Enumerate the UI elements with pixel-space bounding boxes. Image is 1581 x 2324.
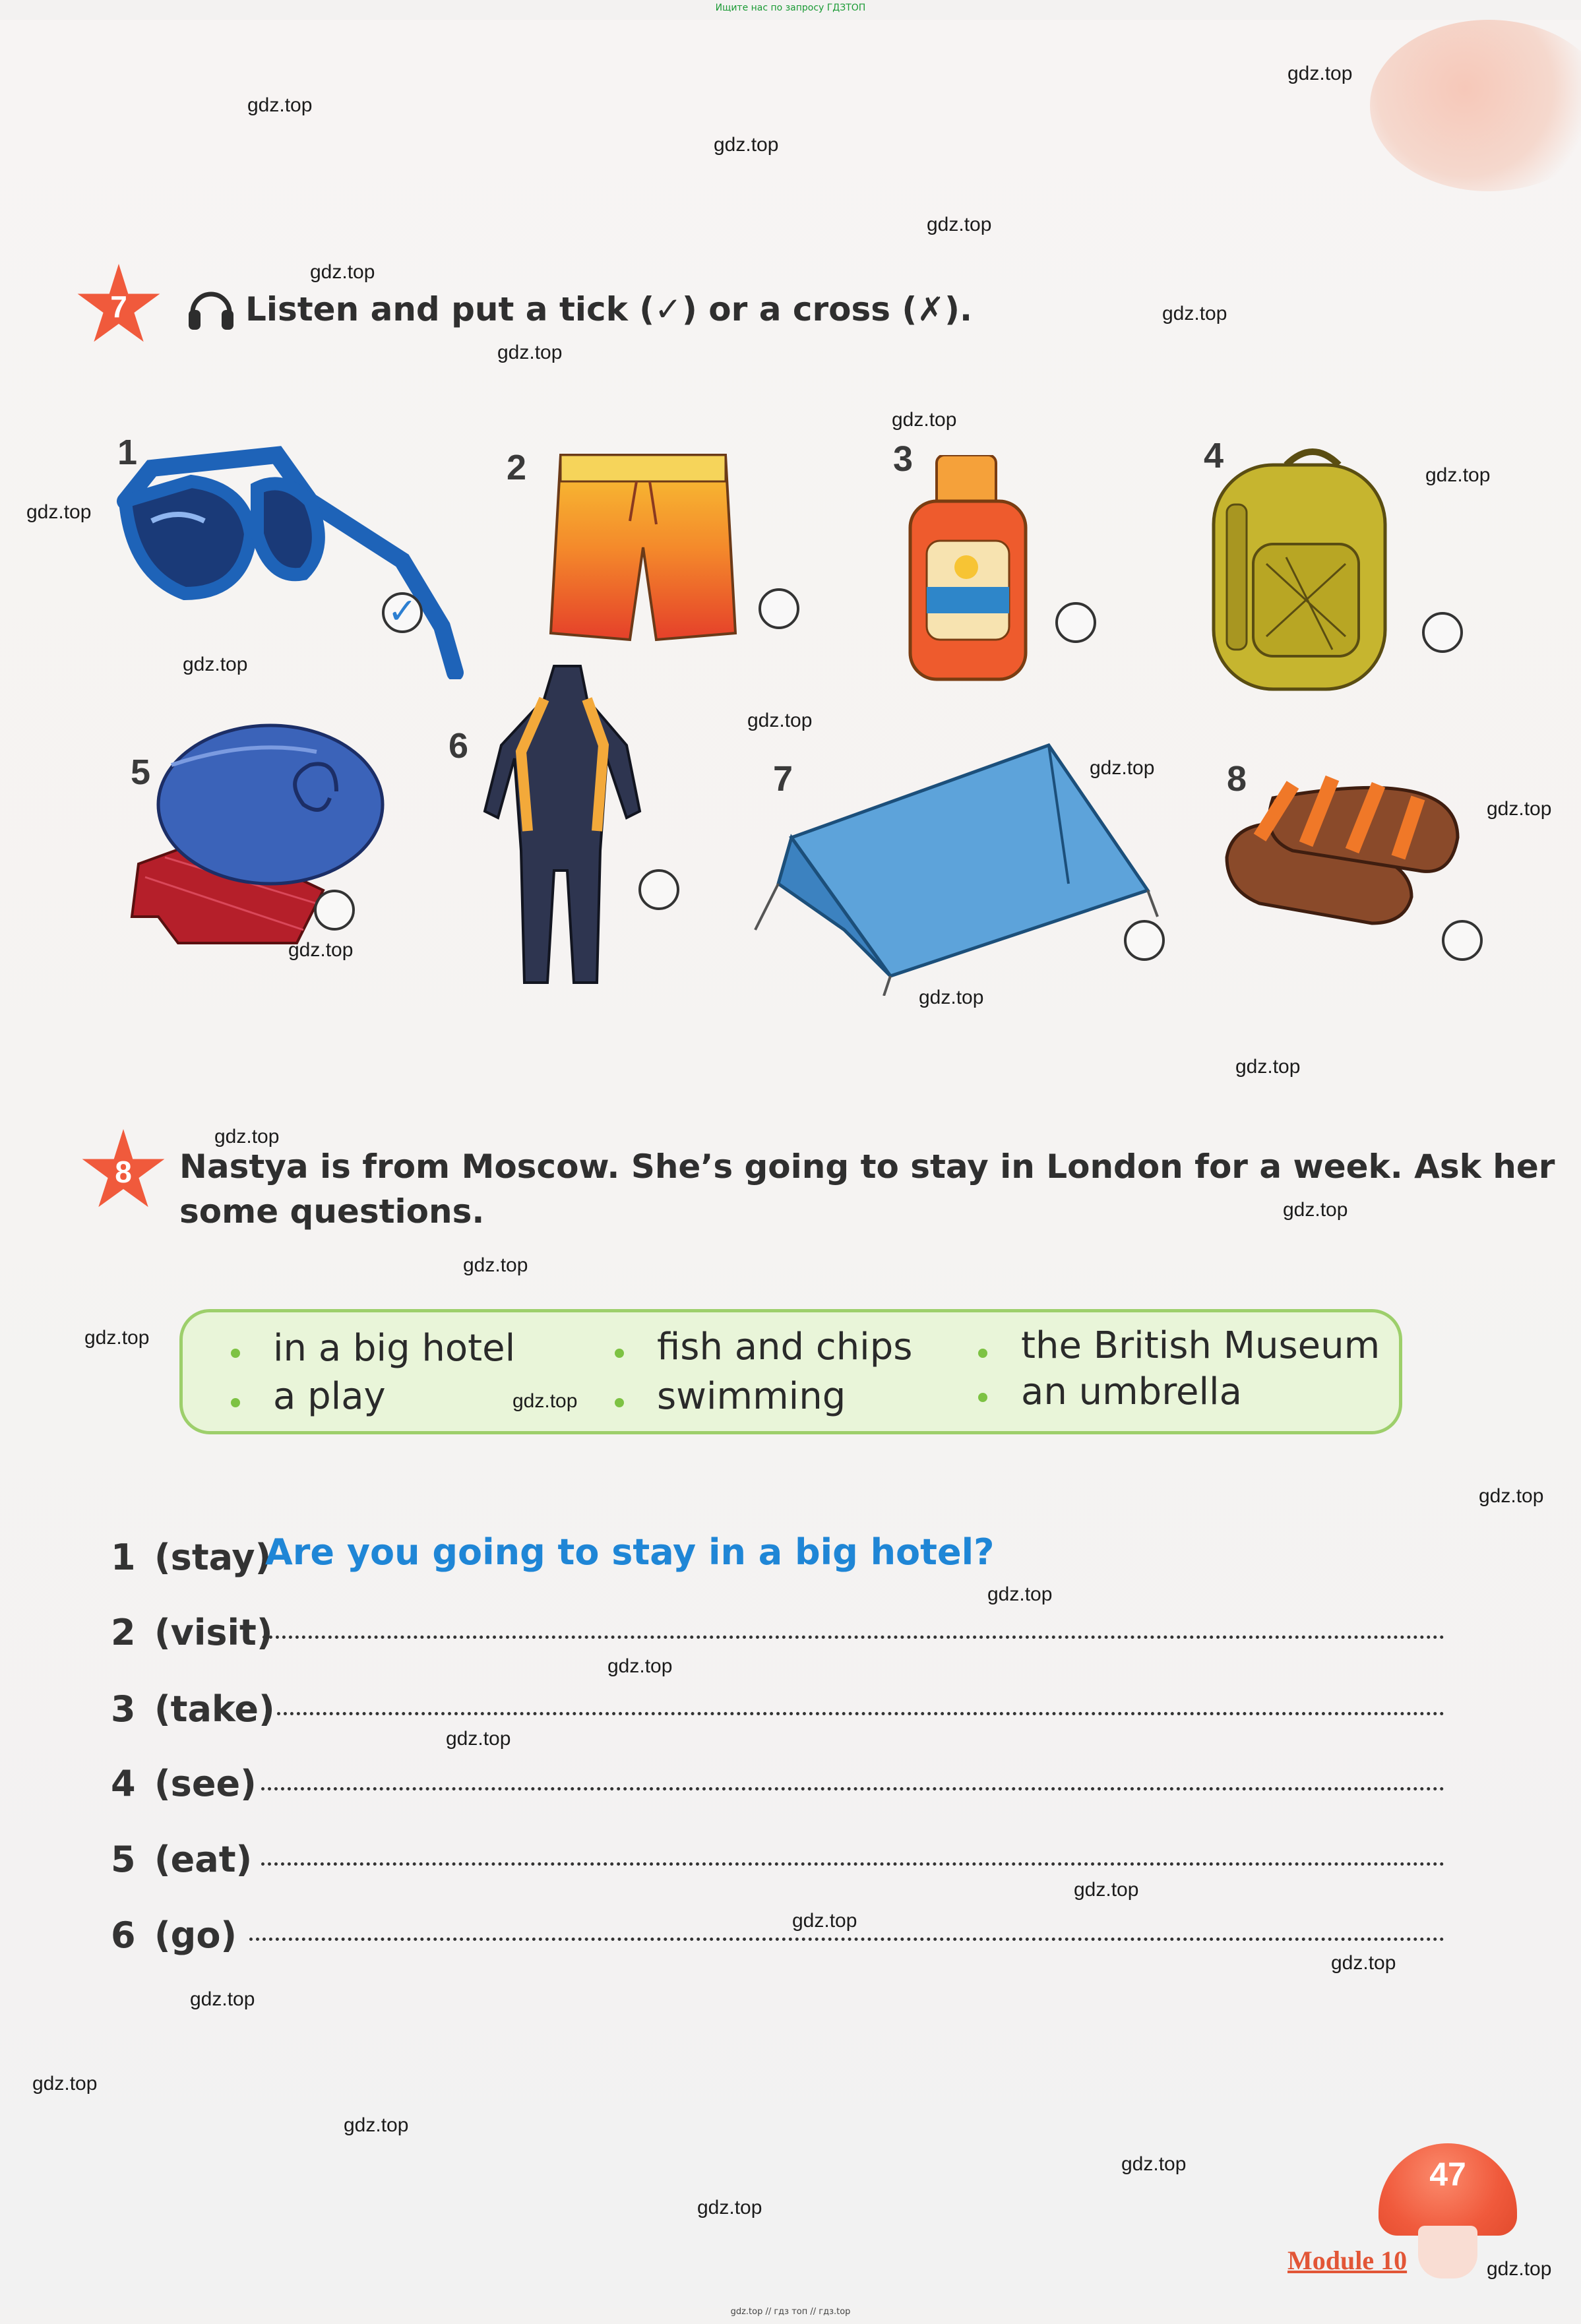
watermark: gdz.top (747, 710, 813, 731)
watermark: gdz.top (214, 1126, 280, 1147)
watermark: gdz.top (1162, 303, 1227, 324)
mushroom-stem (1418, 2226, 1477, 2278)
watermark: gdz.top (1425, 464, 1491, 486)
item-4-number: 4 (1204, 436, 1224, 475)
item-6-number: 6 (449, 726, 469, 766)
watermark: gdz.top (463, 1254, 528, 1276)
exercise-7-number: 7 (110, 290, 127, 324)
watermark: gdz.top (792, 1910, 857, 1932)
question-3-verb: (take) (154, 1688, 275, 1730)
question-6-answer-line[interactable] (249, 1938, 1444, 1941)
word-box-item: fish and chips (657, 1326, 913, 1368)
item-3-number: 3 (893, 439, 914, 479)
question-4-answer-line[interactable] (261, 1787, 1444, 1790)
question-5-verb: (eat) (154, 1839, 253, 1880)
watermark: gdz.top (1287, 63, 1353, 84)
sunglasses-icon (112, 442, 468, 679)
watermark: gdz.top (288, 939, 354, 961)
bottom-note: gdz.top // гдз топ // гдз.top (730, 2307, 851, 2317)
backpack-icon (1187, 439, 1405, 702)
watermark: gdz.top (1331, 1952, 1396, 1974)
item-5-answer-circle[interactable] (314, 890, 355, 931)
question-5-number: 5 (111, 1839, 136, 1880)
question-2-answer-line[interactable] (263, 1636, 1444, 1639)
bullet-icon (978, 1349, 987, 1358)
question-1-number: 1 (111, 1537, 136, 1578)
watermark: gdz.top (1090, 757, 1155, 779)
item-7-answer-circle[interactable] (1124, 920, 1165, 961)
question-3-number: 3 (111, 1688, 136, 1730)
headphones-icon (186, 284, 236, 334)
suncream-icon (904, 455, 1036, 686)
watermark: gdz.top (310, 261, 375, 283)
word-box-item: in a big hotel (273, 1327, 516, 1370)
question-2-number: 2 (111, 1612, 136, 1653)
watermark: gdz.top (892, 409, 957, 431)
bullet-icon (615, 1398, 624, 1407)
watermark: gdz.top (1487, 798, 1552, 820)
watermark: gdz.top (697, 2197, 762, 2218)
watermark: gdz.top (84, 1327, 150, 1349)
item-2-number: 2 (507, 448, 527, 487)
bullet-icon (978, 1393, 987, 1402)
watermark: gdz.top (1235, 1056, 1301, 1078)
question-1-verb: (stay) (154, 1537, 272, 1578)
watermark: gdz.top (714, 134, 779, 156)
word-box-item: swimming (657, 1375, 846, 1418)
watermark: gdz.top (987, 1583, 1053, 1605)
item-7-number: 7 (773, 759, 793, 799)
item-1-number: 1 (117, 433, 138, 472)
exercise-7-instruction: Listen and put a tick (✓) or a cross (✗). (245, 290, 973, 328)
bullet-icon (615, 1349, 624, 1358)
question-2-verb: (visit) (154, 1612, 273, 1653)
question-3-answer-line[interactable] (277, 1712, 1444, 1715)
item-5-number: 5 (131, 752, 151, 792)
module-label: Module 10 (1287, 2246, 1408, 2275)
page-number: 47 (1429, 2156, 1466, 2193)
watermark: gdz.top (497, 342, 563, 363)
bullet-icon (231, 1398, 240, 1407)
watermark: gdz.top (919, 987, 984, 1008)
sandals-icon (1220, 758, 1471, 936)
tick-mark: ✓ (387, 590, 418, 632)
item-8-number: 8 (1227, 759, 1247, 799)
word-box-item: an umbrella (1021, 1370, 1242, 1413)
question-6-number: 6 (111, 1914, 136, 1956)
question-5-answer-line[interactable] (261, 1862, 1444, 1866)
question-6-verb: (go) (154, 1914, 237, 1956)
watermark: gdz.top (446, 1728, 511, 1750)
watermark: gdz.top (344, 2114, 409, 2136)
watermark: gdz.top (927, 214, 992, 235)
watermark: gdz.top (32, 2073, 98, 2095)
wetsuit-icon (481, 659, 646, 989)
item-2-answer-circle[interactable] (759, 588, 799, 629)
question-1-answer: Are you going to stay in a big hotel? (265, 1531, 995, 1573)
question-4-verb: (see) (154, 1763, 257, 1804)
sleeping-bag-icon (119, 706, 396, 956)
watermark: gdz.top (190, 1988, 255, 2010)
watermark: gdz.top (1074, 1879, 1139, 1901)
watermark: gdz.top (247, 94, 313, 116)
word-box-item: the British Museum (1021, 1324, 1380, 1367)
item-8-answer-circle[interactable] (1442, 920, 1483, 961)
exercise-8-number: 8 (115, 1155, 132, 1189)
item-6-answer-circle[interactable] (638, 869, 679, 910)
watermark: gdz.top (512, 1390, 578, 1412)
exercise-8-instruction-line-2: some questions. (179, 1192, 485, 1231)
item-4-answer-circle[interactable] (1422, 612, 1463, 653)
word-box-item: a play (273, 1375, 386, 1418)
watermark: gdz.top (1487, 2258, 1552, 2280)
watermark: gdz.top (1283, 1199, 1348, 1221)
item-3-answer-circle[interactable] (1055, 602, 1096, 643)
watermark: gdz.top (26, 501, 92, 523)
swim-shorts-icon (547, 448, 739, 646)
top-note: Ищите нас по запросу ГДЗТОП (715, 3, 866, 13)
bullet-icon (231, 1349, 240, 1358)
question-4-number: 4 (111, 1763, 136, 1804)
exercise-8-instruction-line-1: Nastya is from Moscow. She’s going to stay in London for a week. Ask her (179, 1147, 1555, 1186)
watermark: gdz.top (1121, 2153, 1187, 2175)
watermark: gdz.top (183, 654, 248, 675)
watermark: gdz.top (607, 1655, 673, 1677)
watermark: gdz.top (1479, 1485, 1544, 1507)
